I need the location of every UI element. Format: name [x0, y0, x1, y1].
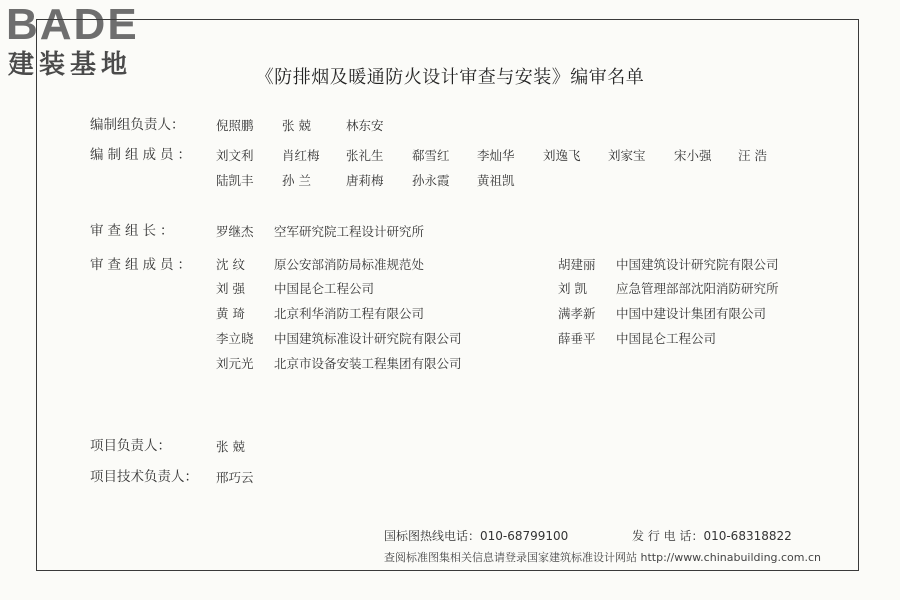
- review-member-name: 满孝新: [558, 306, 596, 321]
- review-leader-name: 罗继杰: [216, 224, 254, 239]
- review-member-org: 原公安部消防局标准规范处: [274, 257, 425, 272]
- compile-member-name: 郗雪红: [412, 148, 450, 163]
- project-tech-leader-label: 项目技术负责人：: [90, 469, 198, 485]
- compile-member-name: 唐莉梅: [346, 173, 384, 188]
- review-member-name: 胡建丽: [558, 257, 596, 272]
- review-member-org: 中国昆仑工程公司: [274, 281, 375, 296]
- compile-member-name: 李灿华: [477, 148, 515, 163]
- project-leader-name: 张 兢: [216, 439, 245, 454]
- review-members-label: 审查组成员：: [90, 257, 195, 273]
- website-note: 查阅标准图集相关信息请登录国家建筑标准设计网站 http://www.chinabuilding.com.cn: [384, 551, 822, 564]
- page-title: 《防排烟及暖通防火设计审查与安装》编审名单: [255, 67, 645, 88]
- review-member-org: 中国中建设计集团有限公司: [616, 306, 767, 321]
- compile-member-name: 汪 浩: [738, 148, 767, 163]
- review-member-org: 北京市设备安装工程集团有限公司: [274, 356, 462, 371]
- compile-leader-name: 倪照鹏: [216, 118, 254, 133]
- project-tech-leader-name: 邢巧云: [216, 470, 254, 485]
- compile-member-name: 刘逸飞: [543, 148, 581, 163]
- project-leader-label: 项目负责人：: [90, 438, 171, 454]
- compile-member-name: 张礼生: [346, 148, 384, 163]
- issue-phone-text: 发 行 电 话：010-68318822: [632, 529, 792, 543]
- review-member-org: 中国昆仑工程公司: [616, 331, 717, 346]
- review-member-name: 沈 纹: [216, 257, 245, 272]
- compile-leaders-label: 编制组负责人：: [90, 117, 185, 133]
- compile-member-name: 肖红梅: [282, 148, 320, 163]
- review-member-name: 刘元光: [216, 356, 254, 371]
- hotline-text: 国标图热线电话：010-68799100: [384, 529, 569, 543]
- review-member-name: 薛垂平: [558, 331, 596, 346]
- compile-member-name: 刘家宝: [608, 148, 646, 163]
- compile-leader-name: 张 兢: [282, 118, 311, 133]
- logo-subtitle: 建装基地: [8, 50, 133, 80]
- review-member-org: 应急管理部部沈阳消防研究所: [616, 281, 779, 296]
- logo-brand-text: BADE: [6, 0, 139, 49]
- review-member-name: 刘 强: [216, 281, 245, 296]
- review-member-org: 北京利华消防工程有限公司: [274, 306, 425, 321]
- compile-member-name: 陆凯丰: [216, 173, 254, 188]
- compile-leader-name: 林东安: [346, 118, 384, 133]
- compile-members-label: 编制组成员：: [90, 147, 195, 163]
- compile-member-name: 刘文利: [216, 148, 254, 163]
- review-leader-label: 审查组长：: [90, 223, 178, 239]
- review-leader-org: 空军研究院工程设计研究所: [274, 224, 425, 239]
- compile-member-name: 宋小强: [674, 148, 712, 163]
- compile-member-name: 黄祖凯: [477, 173, 515, 188]
- compile-member-name: 孙 兰: [282, 173, 311, 188]
- review-member-org: 中国建筑标准设计研究院有限公司: [274, 331, 462, 346]
- compile-member-name: 孙永霞: [412, 173, 450, 188]
- review-member-name: 刘 凯: [558, 281, 587, 296]
- review-member-name: 李立晓: [216, 331, 254, 346]
- review-member-org: 中国建筑设计研究院有限公司: [616, 257, 779, 272]
- review-member-name: 黄 琦: [216, 306, 245, 321]
